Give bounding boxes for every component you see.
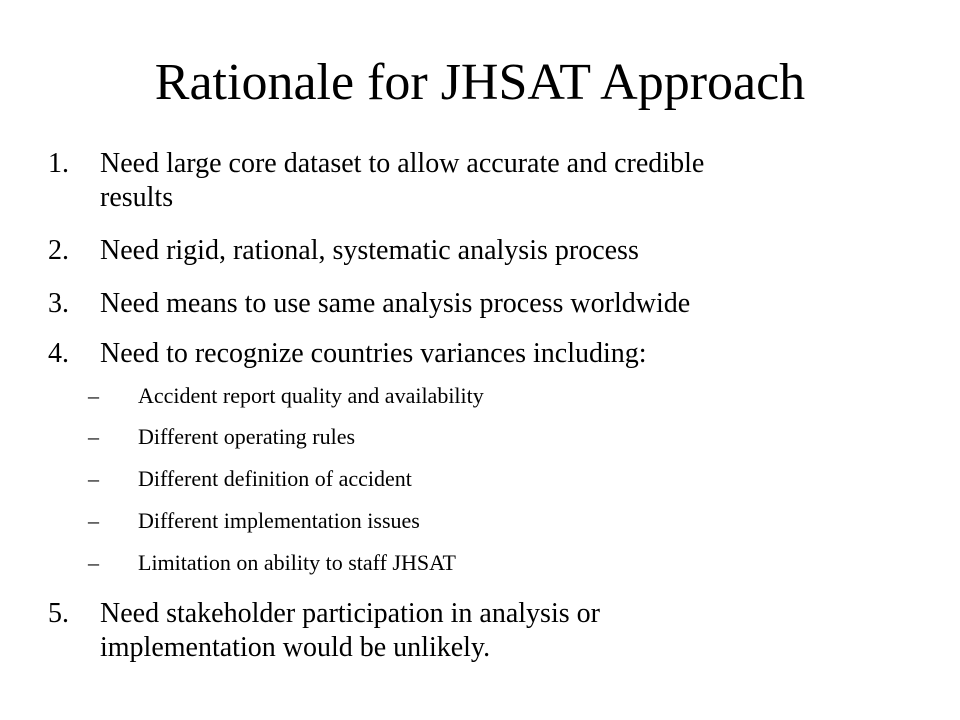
sub-list-item-text: Different definition of accident [138, 466, 412, 491]
sub-list-item-text: Limitation on ability to staff JHSAT [138, 550, 456, 575]
dash-marker: – [88, 424, 99, 449]
sub-list-item [88, 423, 908, 451]
list-item-number: 4. [48, 338, 69, 369]
list-item [48, 234, 928, 268]
dash-marker: – [88, 383, 99, 408]
list-item [48, 337, 928, 371]
dash-marker: – [88, 550, 99, 575]
list-item [48, 287, 928, 321]
list-item-number: 3. [48, 288, 69, 319]
list-item-text: Need large core dataset to allow accurate and credible results [100, 148, 705, 213]
list-item-number: 1. [48, 148, 69, 179]
sub-list-item [88, 507, 908, 535]
dash-marker: – [88, 466, 99, 491]
list-item-number: 2. [48, 235, 69, 266]
list-item-text: Need stakeholder participation in analysis or implementation would be unlikely. [100, 598, 600, 663]
slide-title: Rationale for JHSAT Approach [154, 54, 806, 111]
list-item-text: Need rigid, rational, systematic analysis process [100, 235, 639, 266]
list-item-text: Need to recognize countries variances including: [100, 338, 647, 369]
sub-list-item [88, 549, 908, 577]
sub-list-item-text: Different operating rules [138, 424, 356, 449]
list-item-text: Need means to use same analysis process worldwide [100, 288, 691, 319]
sub-list-item [88, 382, 908, 410]
list-item-number: 5. [48, 598, 69, 629]
list-item [48, 597, 928, 665]
sub-list-item [88, 465, 908, 493]
sub-list-item-text: Accident report quality and availability [138, 383, 484, 408]
list-item [48, 147, 928, 215]
sub-list-item-text: Different implementation issues [138, 508, 420, 533]
dash-marker: – [88, 508, 99, 533]
